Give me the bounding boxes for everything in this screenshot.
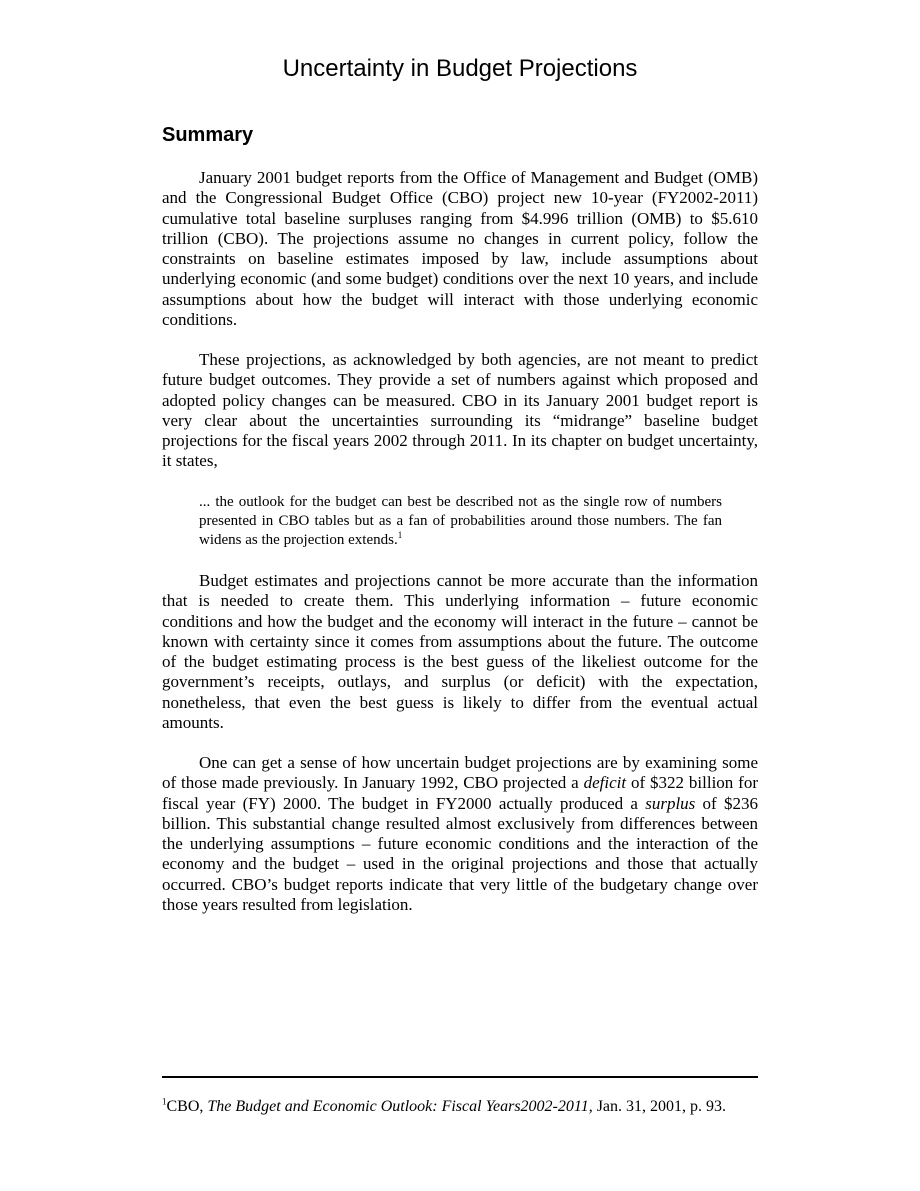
paragraph-4-text-b: of $322 billion for fiscal year (FY) 2000. The budget in FY2000 actually produced a — [162, 773, 758, 813]
quote-text: ... the outlook for the budget can best be described not as the single row of numbers presented in CBO tables but as a fan of probabilities around those numbers. The fan widens as the projection extends. — [199, 494, 722, 548]
emphasis-surplus: surplus — [645, 793, 696, 813]
paragraph-1: January 2001 budget reports from the Office of Management and Budget (OMB) and the Congressional Budget Office (CBO) project new 10-year (FY2002-2011) cumulative total baseline surpluses ranging from $4.996 trillion (OMB) to $5.610 trillion (CBO). The projections assume no changes in current policy, follow the constraints on baseline estimates imposed by law, include assumptions about underlying economic (and some budget) conditions over the next 10 years, and include assumptions about how the budget will interact with those underlying economic conditions. — [162, 168, 758, 330]
footnote — [162, 1097, 782, 1117]
footnote-source-title: The Budget and Economic Outlook: Fiscal Years2002-2011 — [207, 1098, 589, 1115]
paragraph-2: These projections, as acknowledged by both agencies, are not meant to predict future budget outcomes. They provide a set of numbers against which proposed and adopted policy changes can be measured. CBO in its January 2001 budget report is very clear about the uncertainties surrounding its “midrange” baseline budget projections for the fiscal years 2002 through 2011. In its chapter on budget uncertainty, it states, — [162, 350, 758, 471]
paragraph-3: Budget estimates and projections cannot be more accurate than the information that is needed to create them. This underlying information – future economic conditions and how the budget and the economy will interact in the future – cannot be known with certainty since it comes from assumptions about the future. The outcome of the budget estimating process is the best guess of the likeliest outcome for the government’s receipts, outlays, and surplus (or deficit) with the expectation, nonetheless, that even the best guess is likely to differ from the eventual actual amounts. — [162, 571, 758, 733]
footnote-prefix: CBO, — [166, 1098, 208, 1115]
paragraph-4-text-c: of $236 billion. This substantial change resulted almost exclusively from differences between the underlying assumptions – future economic conditions and the interaction of the economy and the budget – used in the original projections and those that actually occurred. CBO’s budget reports indicate that very little of the budgetary change over those years resulted from legislation. — [162, 793, 758, 915]
emphasis-deficit: deficit — [583, 773, 627, 793]
paragraph-4-text-a: One can get a sense of how uncertain budget projections are by examining some of those made previously. In January 1992, CBO projected a — [162, 753, 758, 793]
block-quote — [199, 493, 722, 550]
footnote-suffix: , Jan. 31, 2001, p. 93. — [588, 1098, 727, 1115]
page-title: Uncertainty in Budget Projections — [282, 55, 638, 82]
footnote-divider — [162, 1076, 758, 1078]
footnote-reference[interactable]: 1 — [397, 530, 403, 540]
paragraph-4 — [162, 753, 758, 915]
section-heading: Summary — [162, 124, 254, 146]
footnote-marker: 1 — [162, 1096, 167, 1107]
